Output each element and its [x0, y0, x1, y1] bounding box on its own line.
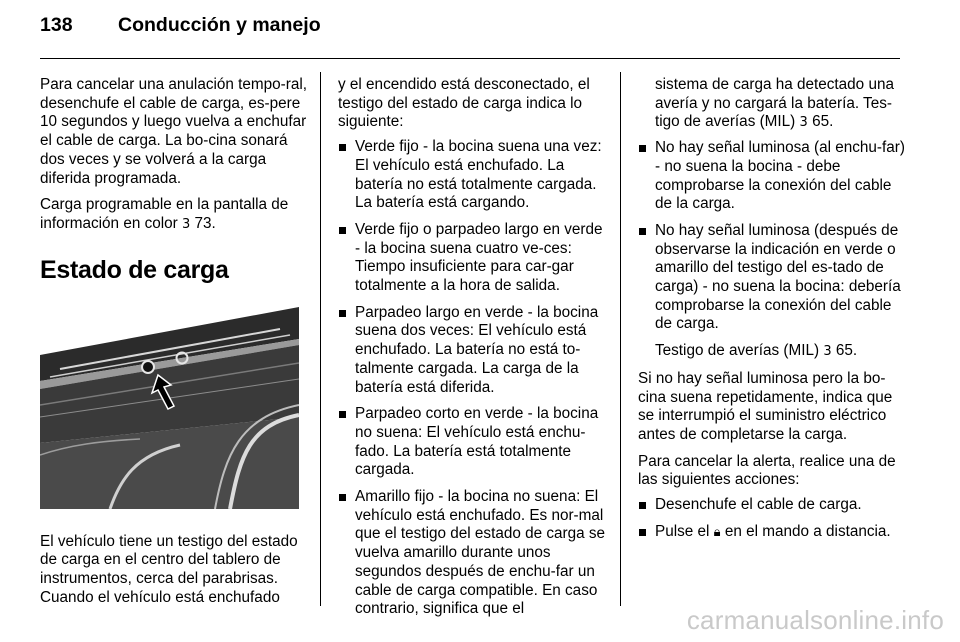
page-reference[interactable]: 65.: [835, 342, 858, 360]
list-item: Desenchufe el cable de carga.: [638, 496, 906, 515]
mil-note: [638, 342, 906, 362]
column-right: [638, 76, 906, 550]
action-press-text: Pulse el: [655, 522, 714, 540]
list-item: Parpadeo corto en verde - la bocina no suena: El vehículo está enchu-fado. La batería está totalmente cargada.: [338, 405, 608, 480]
column-divider: [620, 72, 621, 606]
column-middle: [338, 76, 608, 627]
xref-arrow-icon: 3: [823, 344, 832, 360]
continuation-text: sistema de carga ha detectado una avería y no cargará la batería. Tes-tigo de averías (MIL): [655, 76, 894, 131]
paragraph-programmable: [40, 196, 308, 234]
paragraph-cancel-delay: Para cancelar una anulación tempo-ral, desenchufe el cable de carga, es-pere 10 segundos y luego vuelva a enchufar el cable de carga. La bo-cina sonará dos veces y se volverá a la carga diferida programada.: [40, 76, 308, 187]
paragraph-horn: Si no hay señal luminosa pero la bo-cina suena repetidamente, indica que se interrumpió el suministro eléctrico antes de completarse la carga.: [638, 369, 893, 443]
xref-arrow-icon: 3: [799, 115, 808, 131]
xref-arrow-icon: 3: [182, 216, 191, 232]
paragraph-programmable-text: Carga programable en la pantalla de información en color: [40, 196, 289, 232]
lock-icon: 🔒︎: [713, 524, 721, 540]
column-divider: [320, 72, 321, 606]
dashboard-indicator-figure: [40, 305, 299, 509]
page-reference[interactable]: 65.: [812, 113, 834, 131]
paragraph-status-intro: y el encendido está desconectado, el testigo del estado de carga indica lo siguiente:: [338, 76, 590, 131]
actions-list: [638, 496, 906, 542]
section-heading: Estado de carga: [40, 255, 229, 284]
list-item: [638, 523, 906, 543]
mil-note-text: Testigo de averías (MIL): [655, 342, 824, 360]
list-item: Verde fijo o parpadeo largo en verde - la bocina suena cuatro ve-ces: Tiempo insuficiente para car-gar totalmente a la hora de salida.: [338, 221, 608, 296]
paragraph-indicator: El vehículo tiene un testigo del estado de carga en el centro del tablero de instrumentos, cerca del parabrisas. Cuando el vehículo está enchufado: [40, 532, 298, 606]
chapter-title: Conducción y manejo: [118, 14, 321, 36]
column-left: [40, 76, 308, 615]
dashboard-illustration: [40, 305, 299, 509]
status-list: [338, 138, 608, 619]
header-rule: [40, 58, 900, 59]
list-item: Amarillo fijo - la bocina no suena: El vehículo está enchufado. Es nor-mal que el testigo del estado de carga se vuelva amarillo durante unos segundos después de enchu-far un cable de carga compatible. En caso contrario, significa que el: [338, 488, 608, 619]
page-number: 138: [40, 14, 73, 36]
no-signal-list: [638, 139, 906, 334]
watermark: carmanualsonline.info: [686, 605, 944, 635]
page-reference[interactable]: 73.: [194, 214, 216, 232]
paragraph-alert: Para cancelar la alerta, realice una de las siguientes acciones:: [638, 452, 896, 489]
list-item: Parpadeo largo en verde - la bocina suena dos veces: El vehículo está enchufado. La batería no está to-talmente cargada. La carga de la batería está diferida.: [338, 304, 608, 398]
list-item: Verde fijo - la bocina suena una vez: El vehículo está enchufado. La batería no está totalmente cargada. La batería está cargando.: [338, 138, 608, 213]
list-item: No hay señal luminosa (después de observarse la indicación en verde o amarillo del testigo del es-tado de carga) - no suena la bocina: debería comprobarse la conexión del cable de carga.: [638, 222, 906, 334]
action-press-suffix: en el mando a distancia.: [720, 522, 891, 540]
list-item: No hay señal luminosa (al enchu-far) - no suena la bocina - debe comprobarse la conexión del cable de la carga.: [638, 139, 906, 214]
paragraph-continuation: [638, 76, 906, 133]
